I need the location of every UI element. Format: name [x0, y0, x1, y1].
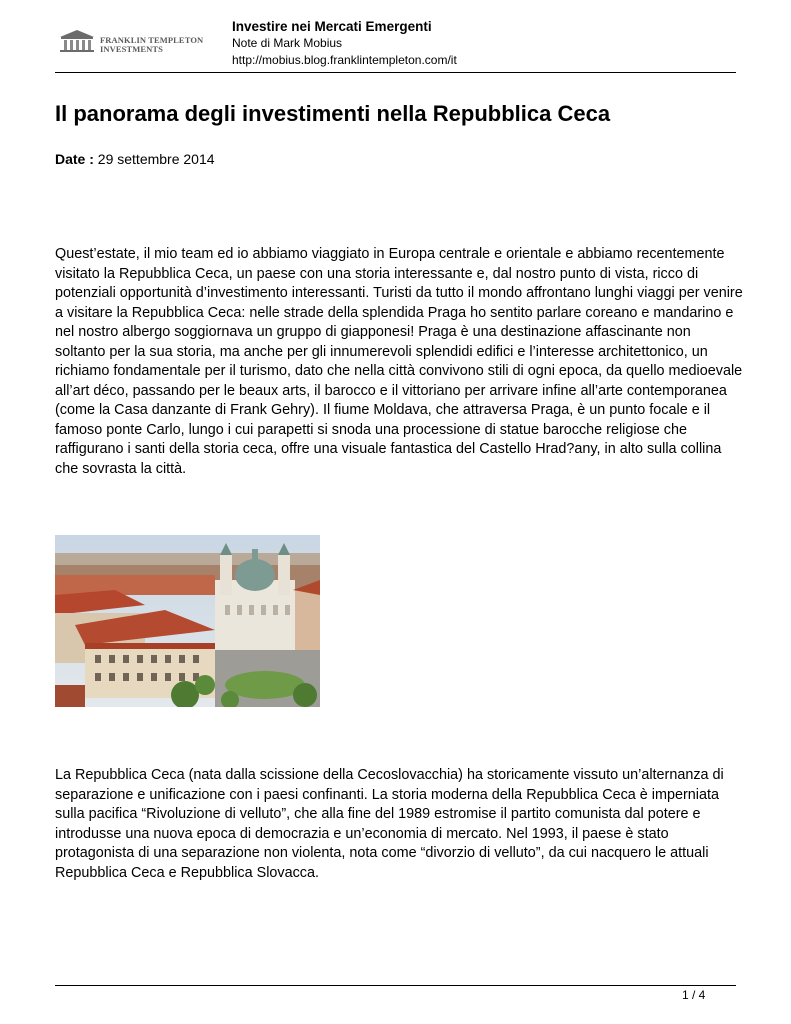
page-number: 1 / 4 — [682, 988, 706, 1002]
header-subtitle: Note di Mark Mobius — [232, 36, 343, 50]
temple-logo-icon — [57, 28, 97, 54]
header-divider — [55, 72, 736, 73]
franklin-templeton-logo — [57, 28, 209, 56]
prague-city-photo — [55, 535, 320, 707]
article-paragraph-1: Quest’estate, il mio team ed io abbiamo viaggiato in Europa centrale e orientale e abbiamo recentemente visitato la Repubblica Ceca, un paese con una storia interessante e, dal nostro punto di vista, ricco di potenziali opportunità d’investimento interessanti. Turisti da tutto il mondo affrontano lunghi viaggi per venire a visitare la Repubblica Ceca: nelle strade della splendida Praga ho sentito parlare coreano e mandarino e nel nostro albergo soggiornava un gruppo di giapponesi! Praga è una destinazione affascinante non soltanto per la sua storia, ma anche per gli innumerevoli splendidi edifici e l’interesse architettonico, un richiamo fondamentale per il turismo, dato che nella città convivono stili di ogni epoca, da quello medioevale all’art déco, passando per le beaux arts, il barocco e il vittoriano per arrivare infine all’arte contemporanea (come la Casa danzante di Frank Gehry). Il fiume Moldava, che attraversa Praga, è un punto focale e il famoso ponte Carlo, lungo i cui parapetti si snoda una processione di statue barocche religiose che raffigurano i santi della storia ceca, offre una visuale fantastica del Castello Hrad?any, in alto sulla collina che sovrasta la città. — [55, 246, 743, 477]
date-value: 29 settembre 2014 — [97, 151, 215, 167]
article-title: Il panorama degli investimenti nella Repubblica Ceca — [55, 101, 611, 126]
logo-text-line1: FRANKLIN TEMPLETON — [100, 35, 204, 45]
header-block — [232, 18, 457, 69]
article-date — [55, 150, 215, 168]
article-paragraph-2: La Repubblica Ceca (nata dalla scissione della Cecoslovacchia) ha storicamente vissuto un’alternanza di separazione e unificazione con i paesi confinanti. La storia moderna della Repubblica Ceca è imperniata sulla pacifica “Rivoluzione di velluto”, che alla fine del 1989 estromise il partito comunista dal potere e introdusse una nuova epoca di democrazia e un’economia di mercato. Nel 1993, il paese è stato protagonista di una separazione non violenta, nota come “divorzio di velluto”, da cui nacquero le attuali Repubblica Ceca e Repubblica Slovacca. — [55, 767, 724, 881]
header-url[interactable]: http://mobius.blog.franklintempleton.com/it — [232, 53, 457, 67]
header-title: Investire nei Mercati Emergenti — [232, 19, 432, 34]
logo-text-line2: INVESTMENTS — [100, 43, 163, 54]
date-label: Date : — [55, 151, 94, 167]
footer-divider — [55, 985, 736, 986]
